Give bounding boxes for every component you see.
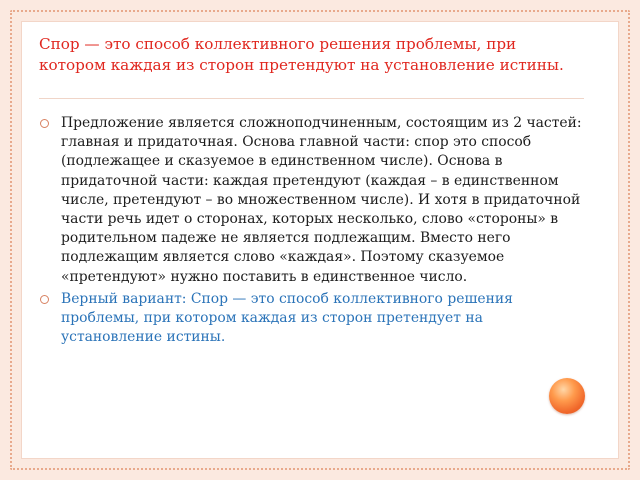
bullet-marker-icon [40, 295, 49, 304]
bullet-marker-icon [40, 119, 49, 128]
bullet-correct-answer [22, 290, 582, 348]
decorative-orb-icon [549, 378, 585, 414]
bullet-explanation [22, 114, 582, 287]
bullet-correct-answer-text: Верный вариант: Спор — это способ коллективного решения проблемы, при котором каждая из сторон претендует на установление истины. [61, 290, 513, 346]
bullet-explanation-text: Предложение является сложноподчиненным, состоящим из 2 частей: главная и придаточная. Основа главной части: спор это способ (подлежащее и сказуемое в единственном числе). Основа в придаточной части: каждая претендуют (каждая – в единственном числе, претендуют – во множественном числе). И хотя в придаточной части речь идет о сторонах, которых несколько, слово «стороны» в родительном падеже не является подлежащим. Вместо него подлежащим является слово «каждая». Поэтому сказуемое «претендуют» нужно поставить в единственное число. [61, 115, 582, 285]
slide-title: Спор — это способ коллективного решения проблемы, при котором каждая из сторон претендуют на установление истины. [39, 35, 564, 74]
title-divider [39, 98, 584, 99]
slide-canvas [22, 22, 618, 458]
bullet-list [22, 114, 582, 350]
